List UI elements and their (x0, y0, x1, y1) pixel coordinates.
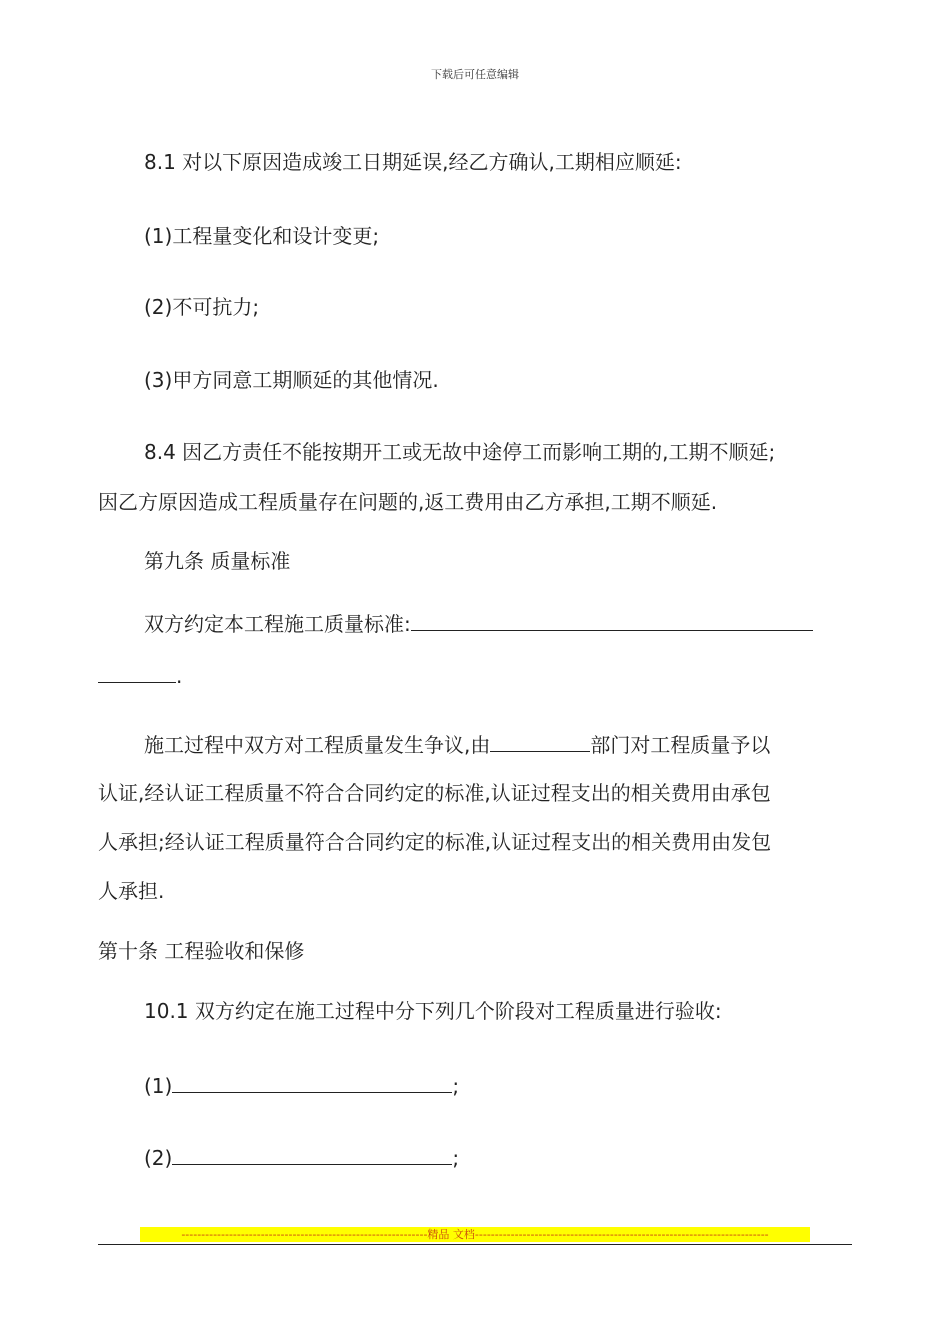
section-10-heading: 第十条 工程验收和保修 (98, 939, 305, 963)
acceptance-item-2 (144, 1144, 459, 1170)
acceptance-item-1 (144, 1072, 459, 1098)
clause-10-1: 10.1 双方约定在施工过程中分下列几个阶段对工程质量进行验收: (144, 999, 722, 1023)
section-9-heading: 第九条 质量标准 (144, 549, 291, 573)
dispute-line-4: 人承担. (98, 879, 165, 903)
dispute-line-3: 人承担;经认证工程质量符合合同约定的标准,认证过程支出的相关费用由发包 (98, 830, 772, 854)
quality-standard-line (144, 610, 813, 636)
quality-standard-continuation (98, 662, 182, 688)
clause-8-4-line-2: 因乙方原因造成工程质量存在问题的,返工费用由乙方承担,工期不顺延. (98, 490, 718, 514)
acceptance-item-2-label: (2) (144, 1146, 173, 1170)
clause-8-4-line-1: 8.4 因乙方责任不能按期开工或无故中途停工而影响工期的,工期不顺延; (144, 440, 776, 464)
acceptance-item-2-blank (172, 1144, 452, 1165)
footer-banner: --------------------------------------------------------------精品 文档-------------------------------------------------------------------------- (140, 1227, 810, 1242)
acceptance-item-1-end: ; (452, 1074, 460, 1098)
dispute-text-start: 施工过程中双方对工程质量发生争议,由 (144, 733, 491, 757)
quality-standard-blank (411, 610, 813, 631)
acceptance-item-2-end: ; (452, 1146, 460, 1170)
footer-divider (98, 1244, 852, 1245)
dispute-line-1 (144, 731, 770, 757)
clause-8-1: 8.1 对以下原因造成竣工日期延误,经乙方确认,工期相应顺延: (144, 150, 682, 174)
clause-8-1-item-3: (3)甲方同意工期顺延的其他情况. (144, 368, 439, 392)
quality-standard-blank-continued (98, 662, 176, 683)
clause-8-1-item-2: (2)不可抗力; (144, 295, 260, 319)
acceptance-item-1-label: (1) (144, 1074, 173, 1098)
dispute-line-2: 认证,经认证工程质量不符合合同约定的标准,认证过程支出的相关费用由承包 (98, 781, 771, 805)
quality-standard-end: . (176, 664, 183, 688)
page-header: 下载后可任意编辑 (431, 68, 519, 81)
acceptance-item-1-blank (172, 1072, 452, 1093)
quality-standard-label: 双方约定本工程施工质量标准: (144, 612, 411, 636)
department-blank (490, 731, 590, 752)
dispute-text-end: 部门对工程质量予以 (590, 733, 771, 757)
clause-8-1-item-1: (1)工程量变化和设计变更; (144, 224, 380, 248)
